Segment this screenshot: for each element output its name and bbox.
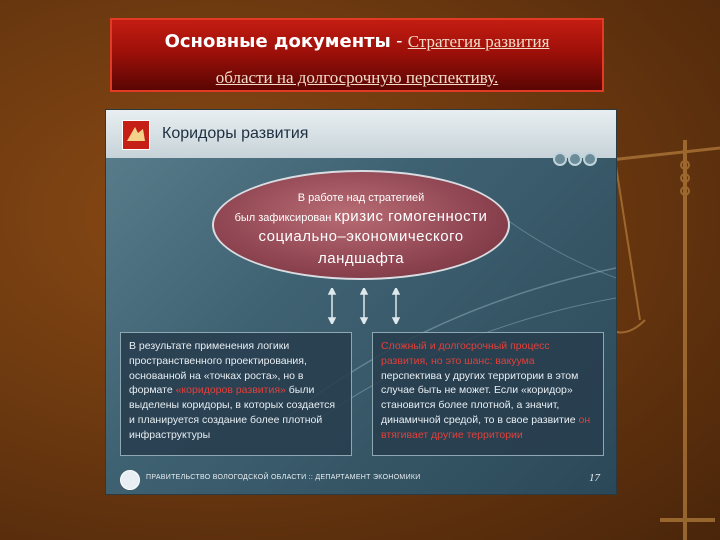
ellipse-line-3: социально–экономического — [258, 228, 464, 245]
footer-text: ПРАВИТЕЛЬСТВО ВОЛОГОДСКОЙ ОБЛАСТИ :: ДЕПАРТАМЕНТ ЭКОНОМИКИ — [146, 474, 421, 481]
right-text-box — [372, 332, 604, 456]
page-number: 17 — [589, 472, 600, 484]
title-line-1 — [112, 30, 602, 54]
region-logo — [122, 120, 150, 150]
left-highlight: «коридоров развития» — [175, 384, 286, 397]
slide-header — [106, 110, 616, 158]
slide-image — [106, 110, 616, 494]
left-text-box — [120, 332, 352, 456]
title-banner — [110, 18, 604, 92]
right-text-1: перспектива у других территории в этом случае быть не может. Если «коридор» становится более плотной, а значит, динамичной средой, то в свое развитие — [381, 369, 579, 426]
slide-footer — [106, 462, 616, 494]
footer-logo-icon — [120, 470, 140, 490]
title-bold: Основные документы — [164, 31, 391, 52]
ellipse-line-2 — [214, 208, 508, 225]
right-highlight-2: он втягивает другие территории — [381, 413, 591, 441]
left-text-1: В результате применения логики пространственного проектирования, основанной на «точках роста», но в формате — [129, 340, 307, 397]
right-highlight-1: Сложный и долгосрочный процесс развития, но это шанс: вакуума — [381, 340, 550, 367]
ellipse-line-1: В работе над стратегией — [297, 192, 425, 204]
double-arrows-icon — [320, 288, 410, 324]
ellipse-line-2-big: кризис гомогенности — [334, 208, 488, 225]
crisis-ellipse — [212, 170, 510, 280]
title-link-part1[interactable]: Стратегия развития — [407, 32, 550, 51]
scales-illustration — [600, 120, 720, 540]
ellipse-line-4: ландшафта — [317, 250, 405, 267]
ellipse-line-2-small: был зафиксирован — [234, 212, 335, 224]
left-text-2: были выделены коридоры, в которых создается и планируется создание более плотной инфраструктуры — [129, 384, 336, 441]
title-dash: - — [390, 31, 408, 52]
slide-title: Коридоры развития — [162, 125, 309, 142]
title-link-part2[interactable]: области на долгосрочную перспективу. — [215, 68, 499, 87]
